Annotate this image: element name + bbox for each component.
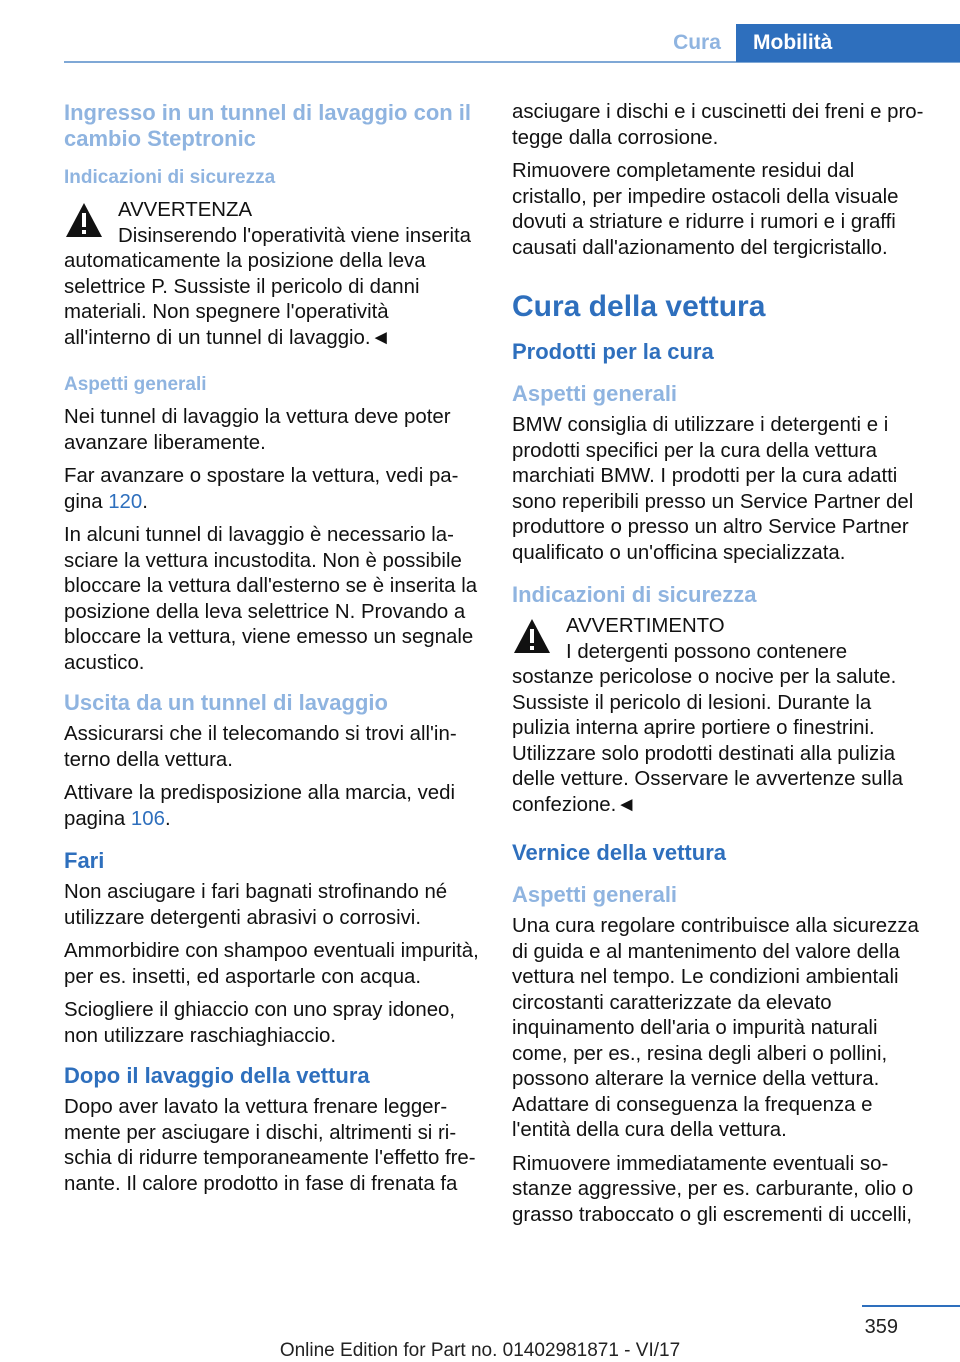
paragraph: Sciogliere il ghiaccio con uno spray idoneo, non utilizzare raschiaghiaccio. — [64, 999, 456, 1047]
heading-prodotti: Prodotti per la cura — [512, 339, 714, 364]
heading-ingresso: Ingresso in un tunnel di lavaggio con il cambio Steptronic — [64, 100, 472, 151]
warning-title: AVVERTIMENTO — [566, 615, 725, 637]
paragraph: Rimuovere immediatamente eventuali sostanze aggressive, per es. carburante, olio o grasso traboccato o gli escrementi di uccelli, — [512, 1152, 914, 1226]
right-column — [512, 100, 928, 1236]
edition-footer: Online Edition for Part no. 01402981871 - VI/17 — [279, 1340, 681, 1361]
paragraph: BMW consiglia di utilizzare i detergenti e i prodotti specifici per la cura della vettura marchiati BMW. I prodotti per la cura adatti sono reperibili presso un Service Partner del produttore o presso un altro Service Partner qualificato o un'officina specializzata. — [512, 414, 914, 564]
warning-block — [64, 198, 480, 351]
paragraph: Nei tunnel di lavaggio la vettura deve poter avanzare liberamente. — [64, 406, 451, 454]
paragraph: Dopo aver lavato la vettura frenare leggermente per asciugare i dischi, altrimenti si rischia di ridurre temporaneamente l'effetto frenante. Il calore prodotto in fase di frenata fa — [64, 1096, 476, 1195]
heading-dopo-lavaggio: Dopo il lavaggio della vettura — [64, 1063, 370, 1088]
page-link-106[interactable]: 106 — [130, 807, 165, 830]
page-link-120[interactable]: 120 — [108, 490, 143, 513]
warning-title: AVVERTENZA — [118, 199, 253, 221]
warning-text: I detergenti possono contenere sostanze pericolose o nocive per la salute. Sussiste il pericolo di lesioni. Durante la pulizia interna aprire portiere o finestrini. Utilizzare solo prodotti destinati alla pulizia delle vetture. Osservare le avvertenze sulla confezione.◄ — [512, 640, 904, 816]
heading-uscita: Uscita da un tunnel di lavaggio — [64, 690, 388, 715]
page-number: 359 — [864, 1316, 898, 1338]
paragraph: In alcuni tunnel di lavaggio è necessario lasciare la vettura incustodita. Non è possibile bloccare la vettura dall'esterno se è inserita la posizione della leva selettrice N. Provando a bloccare la vettura, viene emesso un segnale acustico. — [64, 524, 478, 674]
heading-vernice: Vernice della vettura — [512, 840, 726, 865]
left-column — [64, 100, 480, 1205]
heading-cura-vettura: Cura della vettura — [512, 290, 766, 323]
heading-sicurezza: Indicazioni di sicurezza — [64, 167, 276, 188]
paragraph: Ammorbidire con shampoo eventuali impurità, per es. insetti, ed asportarle con acqua. — [64, 940, 479, 988]
heading-aspetti: Aspetti generali — [64, 374, 207, 395]
heading-fari: Fari — [64, 848, 105, 873]
paragraph: Una cura regolare contribuisce alla sicurezza di guida e al mantenimento del valore della vettura nel tempo. Le condizioni ambientali circostanti caratterizzate da elevato inquinamento dell'aria o impurità naturali come, per es., resina degli alberi o pollini, possono alterare la vernice della vettura. Adattare di conseguenza la frequenza e l'entità della cura della vettura. — [512, 915, 919, 1141]
heading-aspetti: Aspetti generali — [512, 381, 678, 406]
paragraph: Assicurarsi che il telecomando si trovi all'interno della vettura. — [64, 723, 457, 771]
paragraph: Far avanzare o spostare la vettura, vedi pagina 120. — [64, 465, 459, 513]
tab-cura[interactable]: Cura — [673, 31, 721, 54]
paragraph: Attivare la predisposizione alla marcia, vedi pagina 106. — [64, 782, 456, 830]
heading-sicurezza: Indicazioni di sicurezza — [512, 582, 757, 607]
warning-triangle-icon — [512, 616, 552, 656]
warning-triangle-icon — [64, 200, 104, 240]
warning-text: Disinserendo l'operatività viene inserita automaticamente la posizione della leva selettrice P. Sussiste il pericolo di danni materiali. Non spegnere l'operatività all'interno di un tunnel di lavaggio.◄ — [64, 224, 471, 349]
warning-block — [512, 614, 928, 818]
paragraph: Rimuovere completamente residui dal cristallo, per impedire ostacoli della visuale dovuti a striature e ridurre i rumori e i graffi causati dall'azionamento del tergicristallo. — [512, 160, 899, 259]
paragraph: asciugare i dischi e i cuscinetti dei freni e protegge dalla corrosione. — [512, 101, 924, 149]
paragraph: Non asciugare i fari bagnati strofinando né utilizzare detergenti abrasivi o corrosivi. — [64, 881, 448, 929]
tab-mobilita[interactable]: Mobilità — [736, 24, 960, 62]
heading-aspetti: Aspetti generali — [512, 882, 678, 907]
footer-rule — [862, 1305, 960, 1307]
